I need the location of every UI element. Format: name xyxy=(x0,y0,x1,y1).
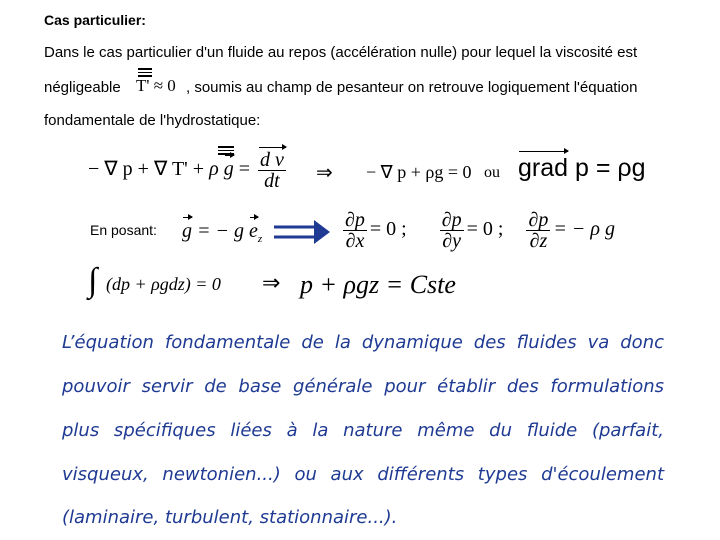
implies-arrow-2 xyxy=(272,219,332,245)
grad-operator: grad xyxy=(518,154,569,182)
integral-body: (dp + ρgdz) = 0 xyxy=(106,274,221,294)
paragraph-line-1: Dans le cas particulier d'un fluide au repos (accélération nulle) pour lequel la viscosité est xyxy=(44,44,638,61)
viscous-condition xyxy=(136,76,176,96)
paragraph-line-3: fondamentale de l'hydrostatique: xyxy=(44,112,261,129)
paragraph-line-2-end: , soumis au champ de pesanteur on retrouve logiquement l'équation xyxy=(186,79,638,96)
viscous-divergence: + ∇ T' + xyxy=(138,156,204,181)
conclusion-line-3: plus spécifiques liées à la nature même du fluide (parfait, xyxy=(62,420,664,441)
conclusion-line-2: pouvoir servir de base générale pour établir des formulations xyxy=(62,376,664,397)
ou-word: ou xyxy=(484,164,500,181)
pressure-gradient: − ∇ p xyxy=(88,158,133,181)
hydrostatic-equation: − ∇ p + ρg = 0 xyxy=(366,162,472,182)
navier-stokes-equation xyxy=(88,150,289,191)
conclusion-line-5: (laminaire, turbulent, stationnaire...). xyxy=(62,507,398,528)
paragraph-line-2-start: négligeable xyxy=(44,79,121,96)
bernoulli-result: p + ρgz = Cste xyxy=(300,270,456,299)
implies-arrow-3: ⇒ xyxy=(262,270,281,295)
integral-sign: ∫ xyxy=(88,262,98,299)
rho-symbol: ρ xyxy=(209,158,219,181)
equals-sign: = xyxy=(238,158,250,181)
partial-derivatives: $\frac{\partial p}{\partial x}$ = 0 ; $\frac{\partial p}{\partial y}$ = 0 ; $\frac{\partial p}{\partial z}$ = − ρ g xyxy=(345,209,615,252)
conclusion-line-1: L’équation fondamentale de la dynamique des fluides va donc xyxy=(62,332,664,353)
implies-arrow-1: ⇒ xyxy=(316,162,333,184)
grad-result: p = ρg xyxy=(575,154,646,182)
grad-equation xyxy=(518,154,646,183)
viscous-tensor: T' xyxy=(136,76,149,96)
section-heading: Cas particulier: xyxy=(44,12,146,28)
dv-numerator: d v xyxy=(259,149,284,171)
acceleration-fraction xyxy=(258,150,286,191)
gravity-definition: g = − g $e_z$ xyxy=(182,220,263,245)
dt-denominator: dt xyxy=(264,170,280,192)
approx-zero: ≈ 0 xyxy=(153,76,176,95)
gravity-vector: g xyxy=(223,158,234,181)
conclusion-line-4: visqueux, newtonien...) ou aux différents types d'écoulement xyxy=(62,464,664,485)
en-posant-label: En posant: xyxy=(90,222,157,238)
